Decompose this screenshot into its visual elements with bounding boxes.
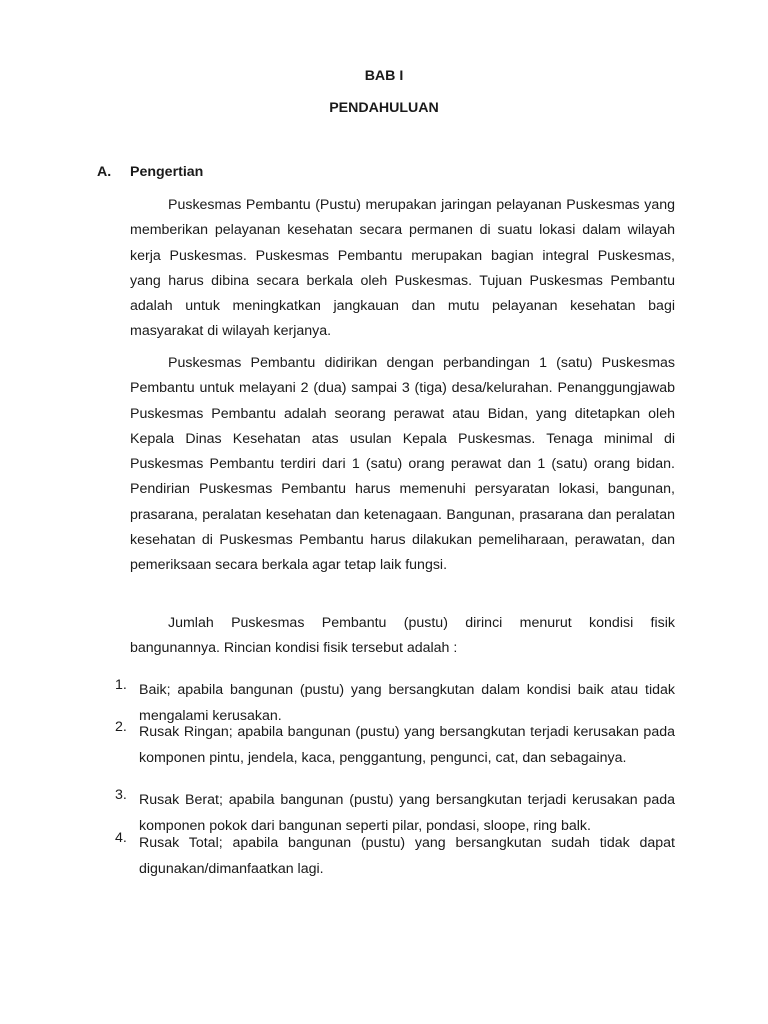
paragraph-3: Jumlah Puskesmas Pembantu (pustu) dirinci menurut kondisi fisik bangunannya. Rincian kondisi fisik tersebut adalah : [130, 615, 675, 657]
list-item-text: Baik; apabila bangunan (pustu) yang bersangkutan dalam kondisi baik atau tidak mengalami kerusakan. [139, 682, 675, 724]
list-item-number: 4. [115, 830, 127, 846]
list-item-number: 3. [115, 787, 127, 803]
list-item-text: Rusak Total; apabila bangunan (pustu) yang bersangkutan sudah tidak dapat digunakan/dimanfaatkan lagi. [139, 835, 675, 877]
section-title: Pengertian [130, 164, 204, 180]
list-item-number: 1. [115, 677, 127, 693]
list-item-number: 2. [115, 719, 127, 735]
section-letter: A. [97, 164, 112, 180]
chapter-number: BAB I [364, 68, 404, 84]
list-item-text: Rusak Ringan; apabila bangunan (pustu) yang bersangkutan terjadi kerusakan pada komponen pintu, jendela, kaca, penggantung, pengunci, cat, dan sebagainya. [139, 724, 675, 766]
list-item-text: Rusak Berat; apabila bangunan (pustu) yang bersangkutan terjadi kerusakan pada komponen pokok dari bangunan seperti pilar, pondasi, sloope, ring balk. [139, 792, 675, 834]
chapter-title: PENDAHULUAN [329, 100, 439, 116]
paragraph-2: Puskesmas Pembantu didirikan dengan perbandingan 1 (satu) Puskesmas Pembantu untuk melayani 2 (dua) sampai 3 (tiga) desa/kelurahan. Penanggungjawab Puskesmas Pembantu adalah seorang perawat atau Bidan, yang ditetapkan oleh Kepala Dinas Kesehatan atas usulan Kepala Puskesmas. Tenaga minimal di Puskesmas Pembantu terdiri dari 1 (satu) orang perawat dan 1 (satu) orang bidan. Pendirian Puskesmas Pembantu harus memenuhi persyaratan lokasi, bangunan, prasarana, peralatan kesehatan dan ketenagaan. Bangunan, prasarana dan peralatan kesehatan di Puskesmas Pembantu harus dilakukan pemeliharaan, perawatan, dan pemeriksaan secara berkala agar tetap laik fungsi. [130, 355, 675, 574]
paragraph-1: Puskesmas Pembantu (Pustu) merupakan jaringan pelayanan Puskesmas yang memberikan pelayanan kesehatan secara permanen di suatu lokasi dalam wilayah kerja Puskesmas. Puskesmas Pembantu merupakan bagian integral Puskesmas, yang harus dibina secara berkala oleh Puskesmas. Tujuan Puskesmas Pembantu adalah untuk meningkatkan jangkauan dan mutu pelayanan kesehatan bagi masyarakat di wilayah kerjanya. [130, 197, 675, 340]
section-heading [97, 164, 203, 180]
